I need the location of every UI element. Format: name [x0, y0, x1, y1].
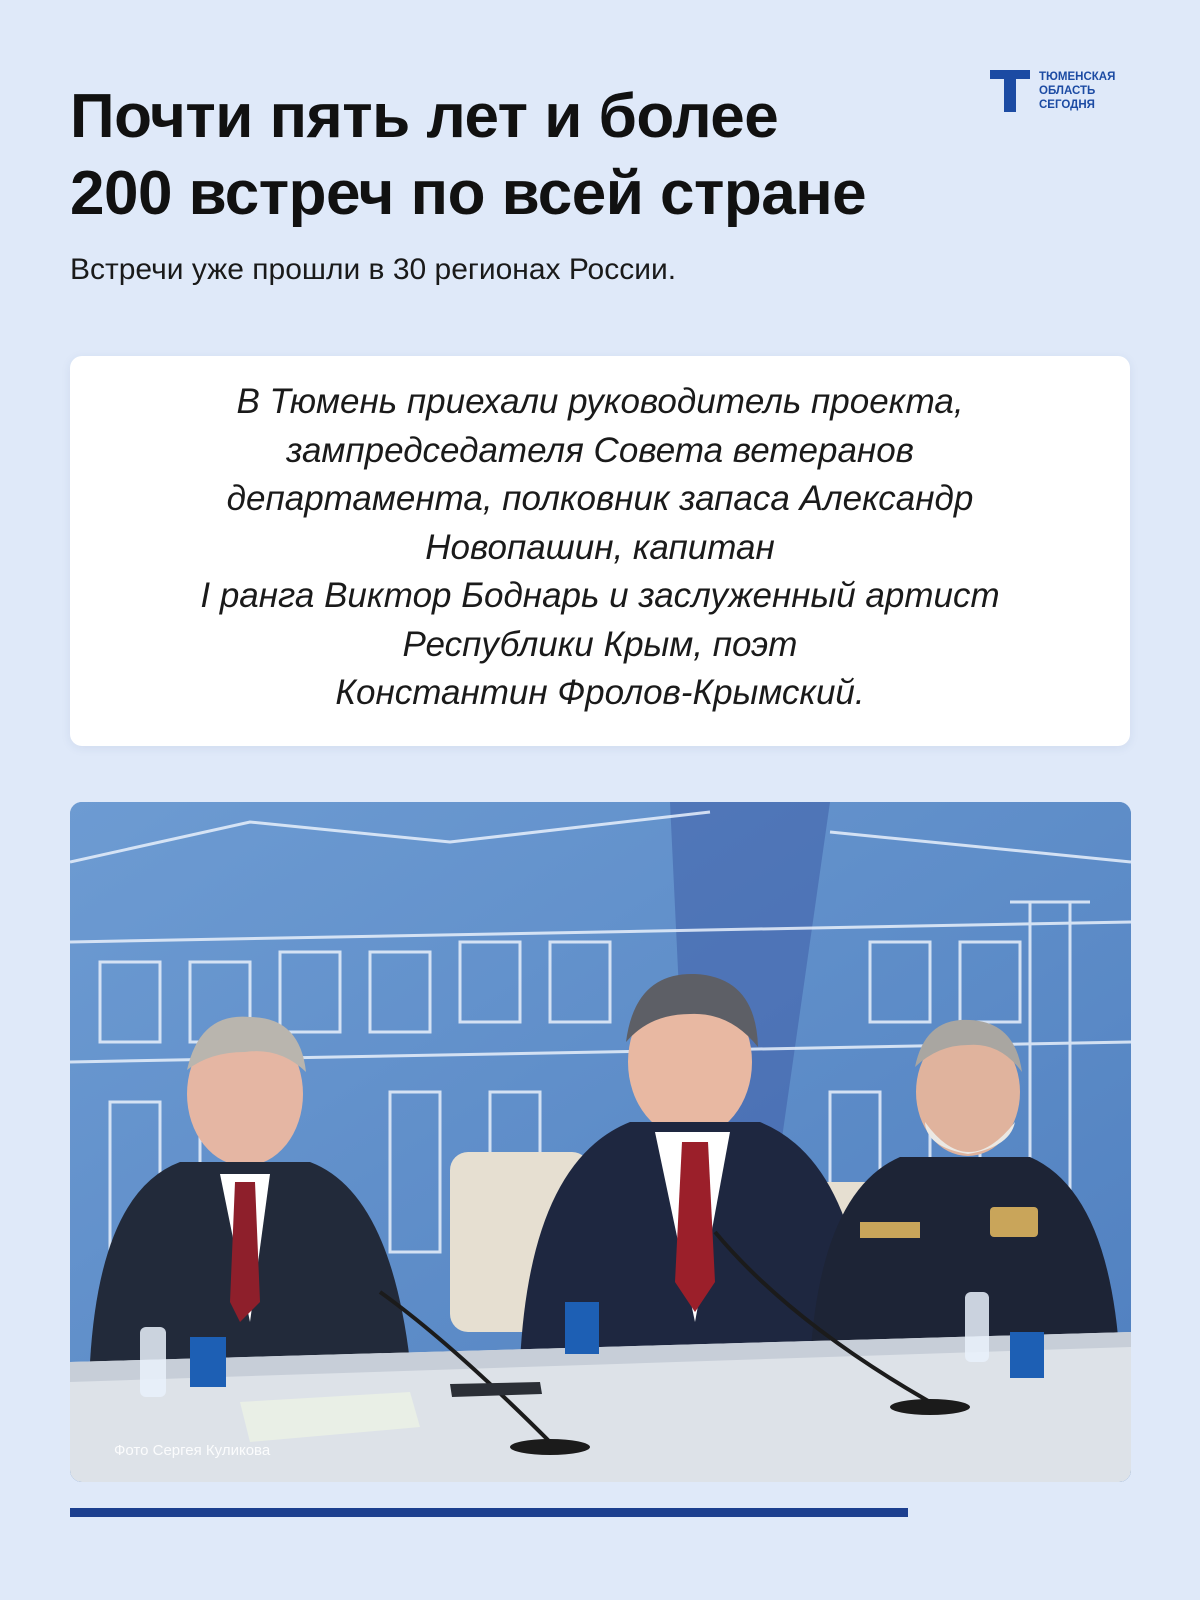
brand-t-icon	[990, 70, 1030, 112]
page-title: Почти пять лет и более 200 встреч по всей стране	[70, 82, 867, 228]
event-photo	[70, 802, 1131, 1482]
brand-logo-text	[1039, 70, 1115, 112]
bottom-accent-bar	[70, 1508, 908, 1517]
photo-credit: Фото Сергея Куликова	[114, 1442, 271, 1459]
quote-text: В Тюмень приехали руководитель проекта, зампредседателя Совета ветеранов департамента, полковник запаса Александр Новопашин, капитан I ранга Виктор Боднарь и заслуженный артист Республики Крым, поэт Константин Фролов-Крымский.	[200, 382, 1000, 712]
brand-logo-line: СЕГОДНЯ	[1039, 99, 1095, 111]
event-photo-illustration	[70, 802, 1131, 1482]
brand-logo-line: ТЮМЕНСКАЯ	[1039, 71, 1116, 83]
brand-logo	[990, 70, 1115, 112]
quote-card	[70, 356, 1130, 746]
page-subtitle: Встречи уже прошли в 30 регионах России.	[70, 253, 677, 286]
brand-logo-line: ОБЛАСТЬ	[1039, 85, 1096, 97]
